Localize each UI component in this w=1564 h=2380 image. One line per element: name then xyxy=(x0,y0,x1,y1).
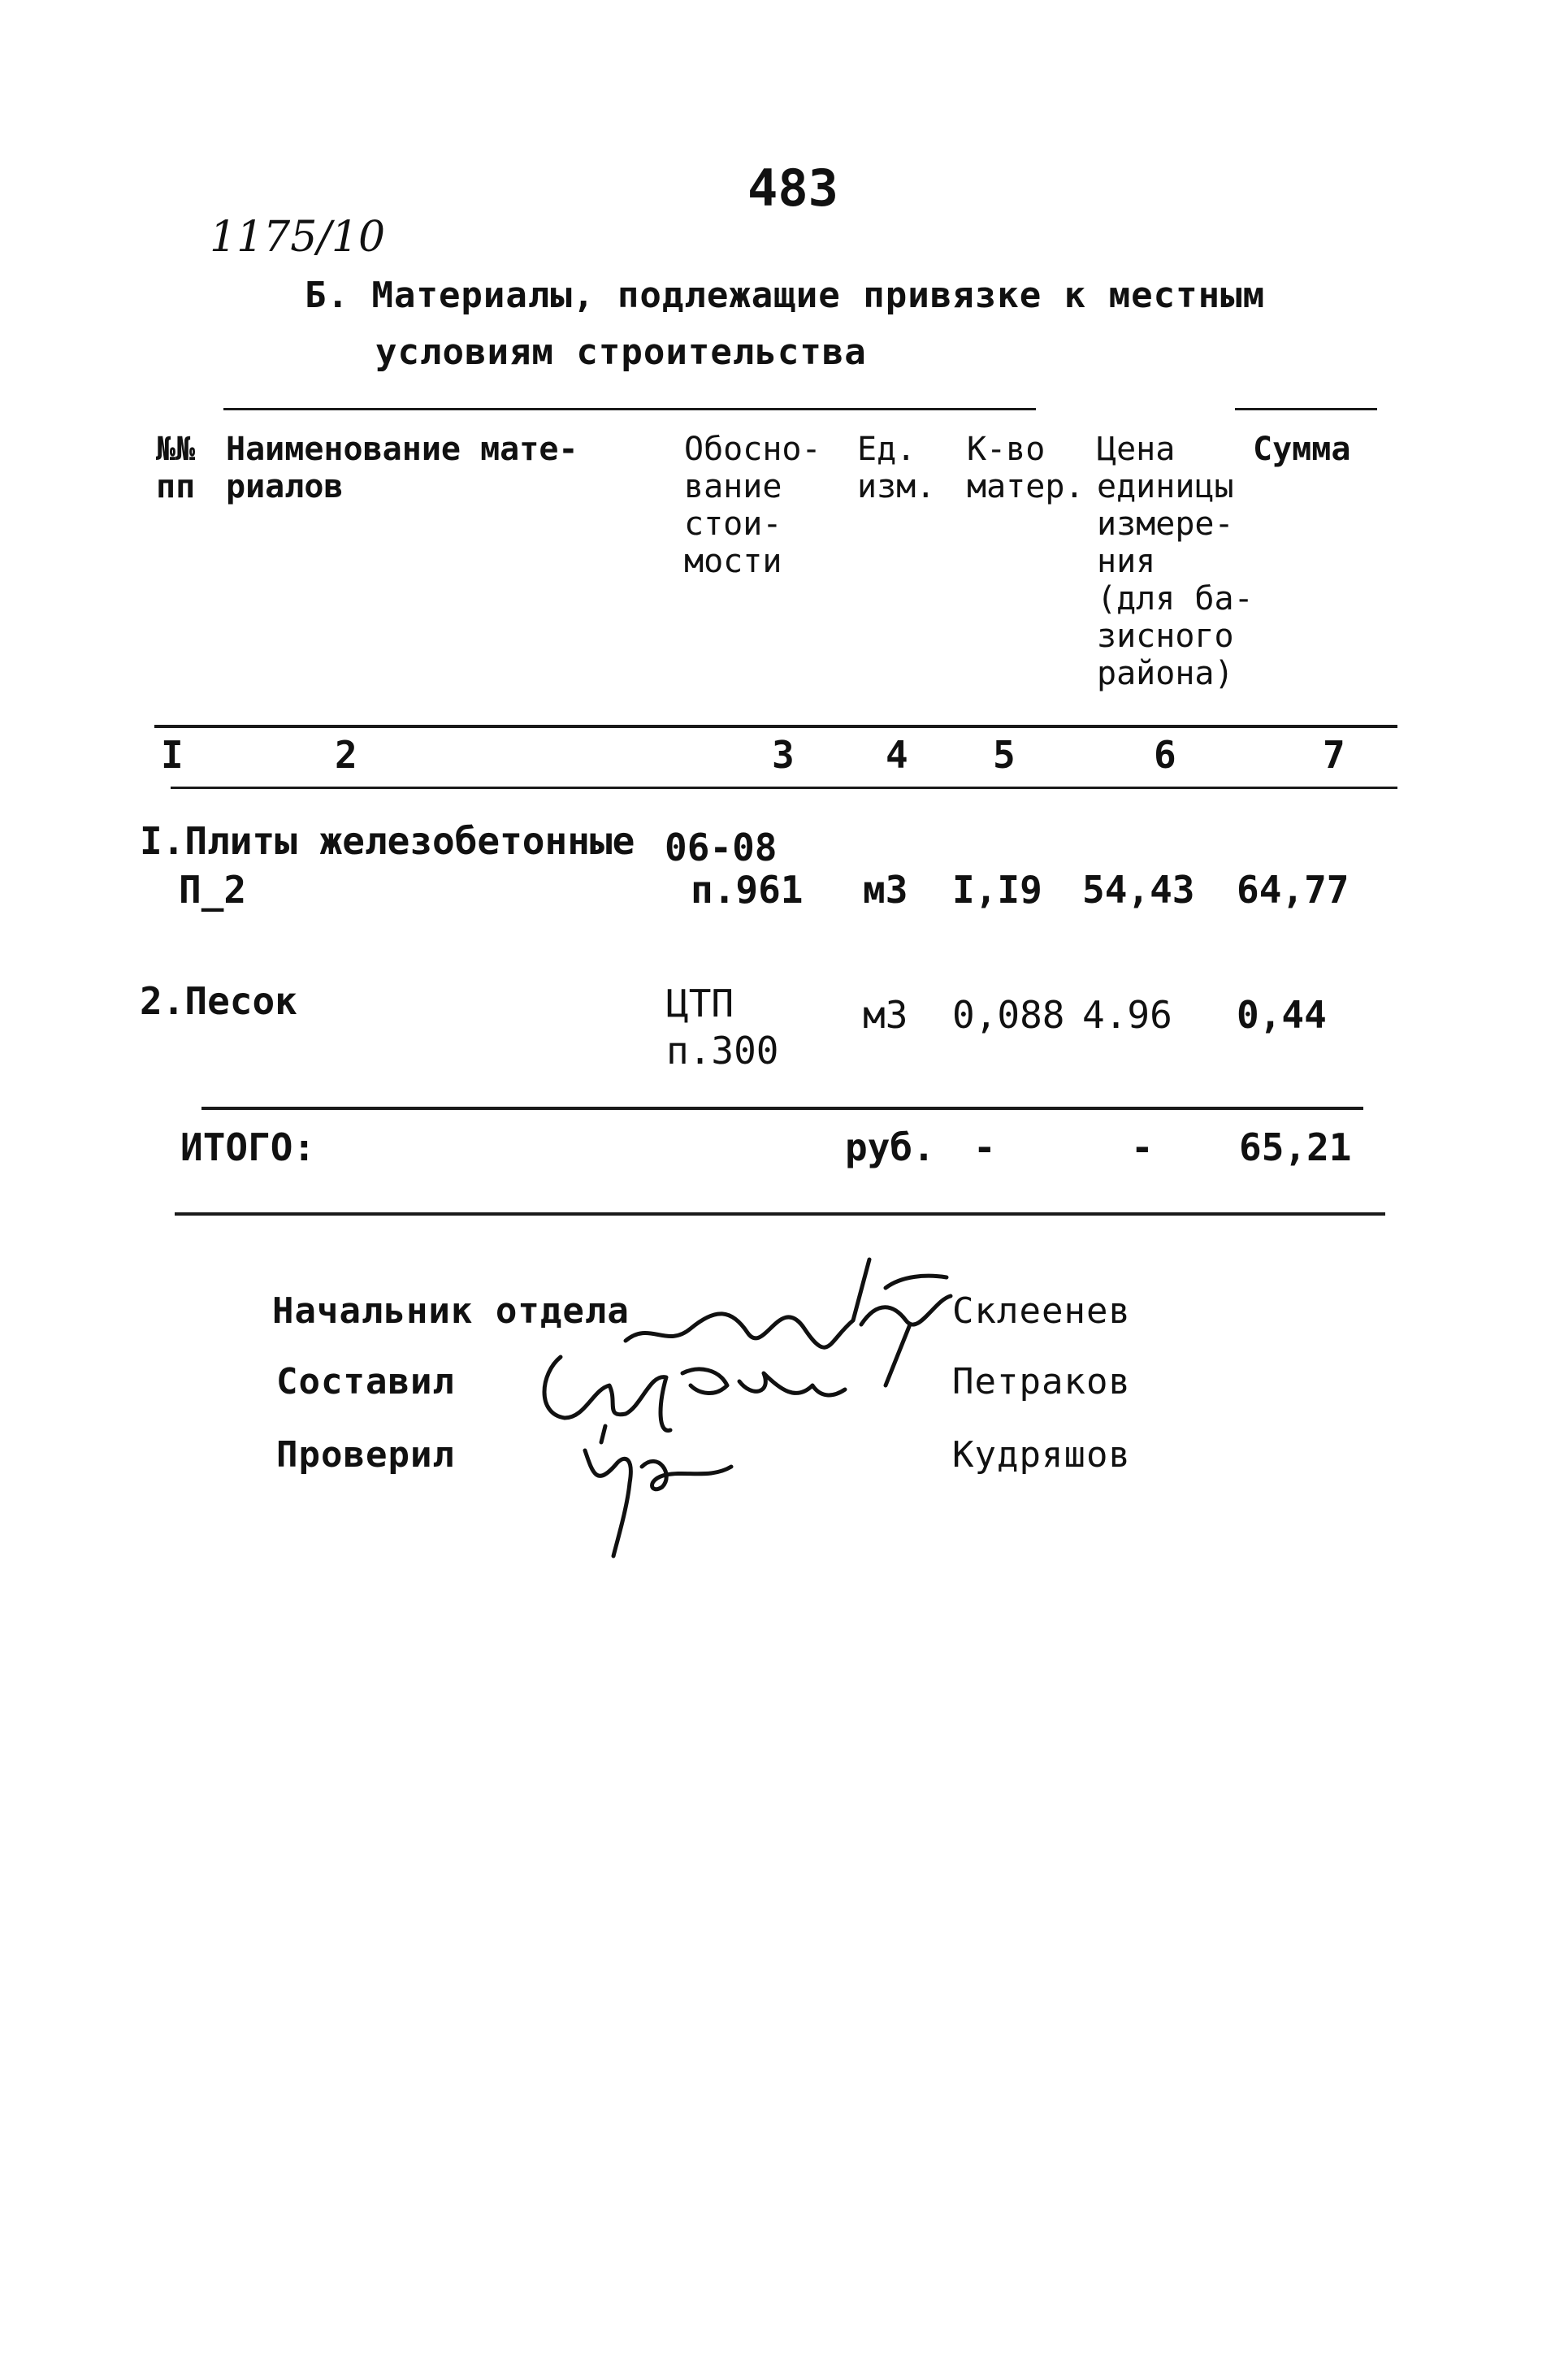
signature-name-1: Склеенев xyxy=(952,1290,1131,1332)
column-number-5: 5 xyxy=(993,733,1016,777)
row1-basis-line2: п.961 xyxy=(691,868,804,912)
header-col-5: К-во матер. xyxy=(967,431,1085,505)
row1-unit: м3 xyxy=(863,868,908,912)
section-heading-line2: условиям строительства xyxy=(375,332,867,373)
signature-name-2: Петраков xyxy=(952,1361,1131,1402)
row2-basis-line2: п.300 xyxy=(666,1029,779,1073)
page-number: 483 xyxy=(747,158,838,218)
total-label: ИТОГО: xyxy=(180,1125,316,1169)
header-col-6: Цена единицы измере- ния (для ба- зисного района) xyxy=(1097,431,1254,692)
column-number-6: 6 xyxy=(1154,733,1176,777)
row1-sum: 64,77 xyxy=(1237,868,1350,912)
table-top-rule xyxy=(223,408,1036,410)
row1-price: 54,43 xyxy=(1082,868,1195,912)
total-top-rule xyxy=(201,1107,1363,1110)
header-bottom-rule xyxy=(154,725,1397,728)
column-number-1: I xyxy=(161,733,184,777)
header-col-7: Сумма xyxy=(1253,431,1351,468)
row2-unit: м3 xyxy=(863,993,908,1037)
column-number-4: 4 xyxy=(886,733,908,777)
handwritten-signature-3 xyxy=(569,1418,747,1564)
total-unit: руб. xyxy=(845,1125,935,1169)
row1-basis-line1: 06-08 xyxy=(665,826,778,869)
signature-role-2: Составил xyxy=(276,1361,455,1402)
column-number-3: 3 xyxy=(772,733,795,777)
row1-name-line2: П_2 xyxy=(179,868,247,912)
row1-name-line1: I.Плиты железобетонные xyxy=(140,819,635,863)
header-col-4: Ед. изм. xyxy=(857,431,936,505)
header-col-3: Обосно- вание стои- мости xyxy=(684,431,821,580)
total-price: - xyxy=(1131,1125,1154,1169)
column-numbers-rule xyxy=(171,787,1397,789)
row2-sum: 0,44 xyxy=(1237,993,1327,1037)
signature-role-1: Начальник отдела xyxy=(272,1290,630,1332)
row2-quantity: 0,088 xyxy=(952,993,1065,1037)
column-number-7: 7 xyxy=(1323,733,1345,777)
row2-price: 4.96 xyxy=(1082,993,1172,1037)
row1-quantity: I,I9 xyxy=(952,868,1042,912)
total-quantity: - xyxy=(973,1125,996,1169)
document-number: 1175/10 xyxy=(210,213,386,262)
signature-role-3: Проверил xyxy=(276,1434,455,1476)
row2-basis-line1: ЦТП xyxy=(666,982,734,1025)
header-col-2: Наименование мате- риалов xyxy=(226,431,578,505)
header-col-1: №№ пп xyxy=(156,431,196,505)
column-number-2: 2 xyxy=(335,733,357,777)
signature-name-3: Кудряшов xyxy=(952,1434,1131,1476)
table-top-rule-right xyxy=(1235,408,1377,410)
total-sum: 65,21 xyxy=(1239,1125,1352,1169)
section-heading-line1: Б. Материалы, подлежащие привязке к местным xyxy=(305,275,1266,316)
total-bottom-rule xyxy=(175,1212,1385,1216)
row2-name-line1: 2.Песок xyxy=(140,979,297,1023)
